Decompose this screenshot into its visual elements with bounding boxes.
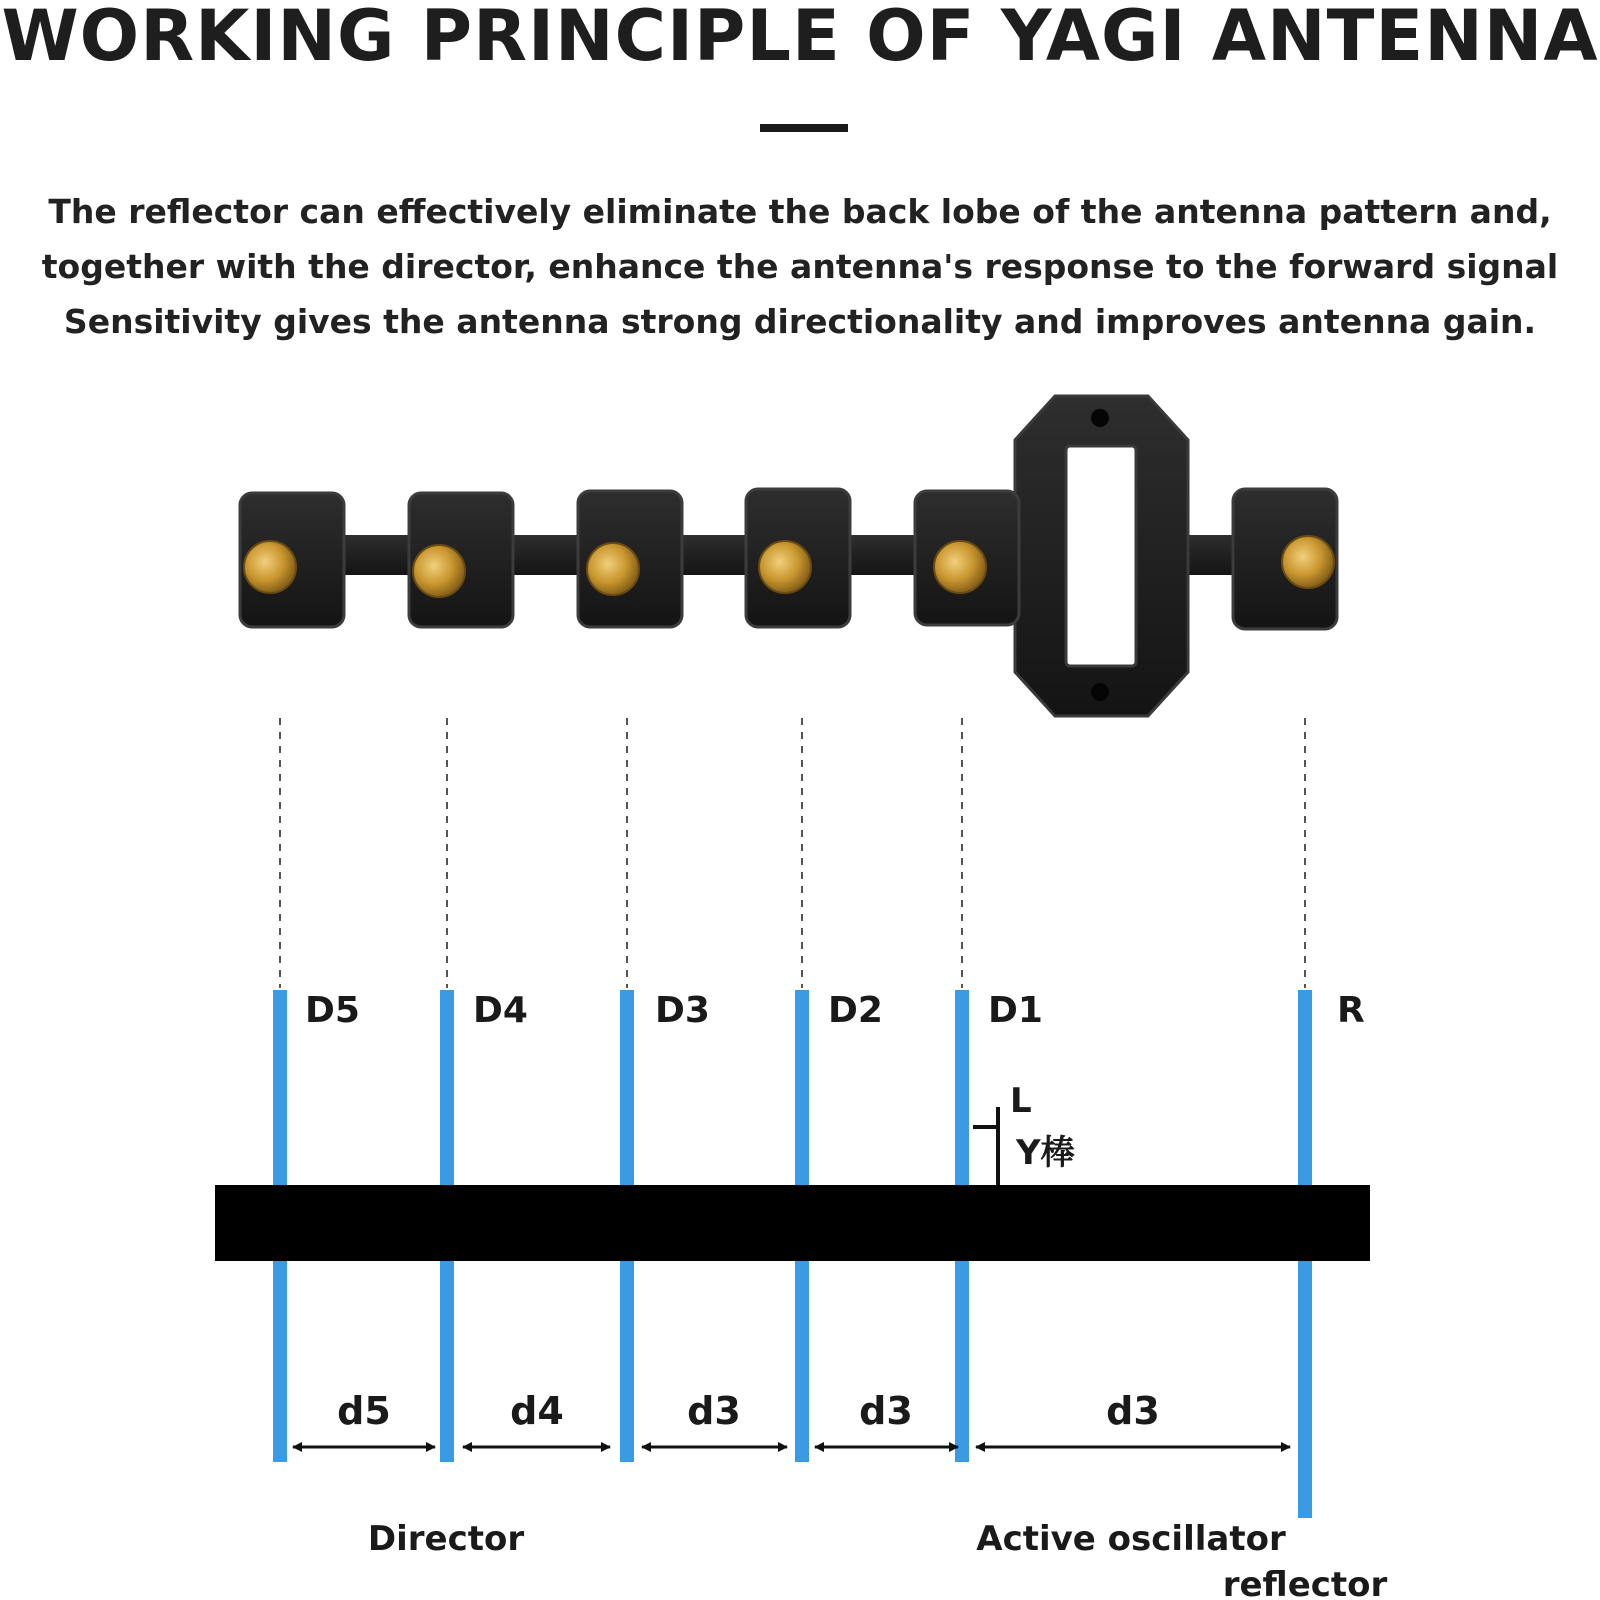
antenna-product-image [240,396,1337,716]
product-block-d5 [240,493,344,627]
product-block-d2 [746,489,850,627]
product-block-d4 [409,493,513,627]
boom [215,1185,1370,1261]
element-label-d1: D1 [988,990,1043,1031]
element-label-d2: D2 [828,990,883,1031]
feed-length-label: L [1010,1081,1032,1121]
description-line: Sensitivity gives the antenna strong directionality and improves antenna gain. [63,302,1537,341]
element-label-d4: D4 [473,990,528,1031]
guide-lines [280,718,1305,988]
spacing-label-d3: d3 [1106,1389,1160,1433]
page-title: WORKING PRINCIPLE OF YAGI ANTENNA [1,0,1599,77]
caption-director: Director [367,1519,525,1559]
caption-active-oscillator: Active oscillator [976,1519,1286,1559]
spacing-label-d5: d5 [337,1389,391,1433]
spacing-label-d3: d3 [687,1389,741,1433]
product-block-d3 [578,491,682,627]
spacing-label-d4: d4 [510,1389,564,1433]
product-block-r [1233,489,1337,629]
feed-rod-label: Y棒 [1016,1133,1075,1173]
element-label-d5: D5 [305,990,360,1031]
spacing-label-d3: d3 [859,1389,913,1433]
caption-reflector: reflector [1222,1565,1388,1600]
mount-frame [1015,396,1188,716]
feed-marker [973,1107,998,1185]
element-label-r: R [1337,990,1365,1031]
description-line: together with the director, enhance the antenna's response to the forward signal [41,247,1559,286]
description-line: The reflector can effectively eliminate the back lobe of the antenna pattern and, [48,192,1552,231]
element-label-d3: D3 [655,990,710,1031]
product-block-d1 [915,491,1019,625]
